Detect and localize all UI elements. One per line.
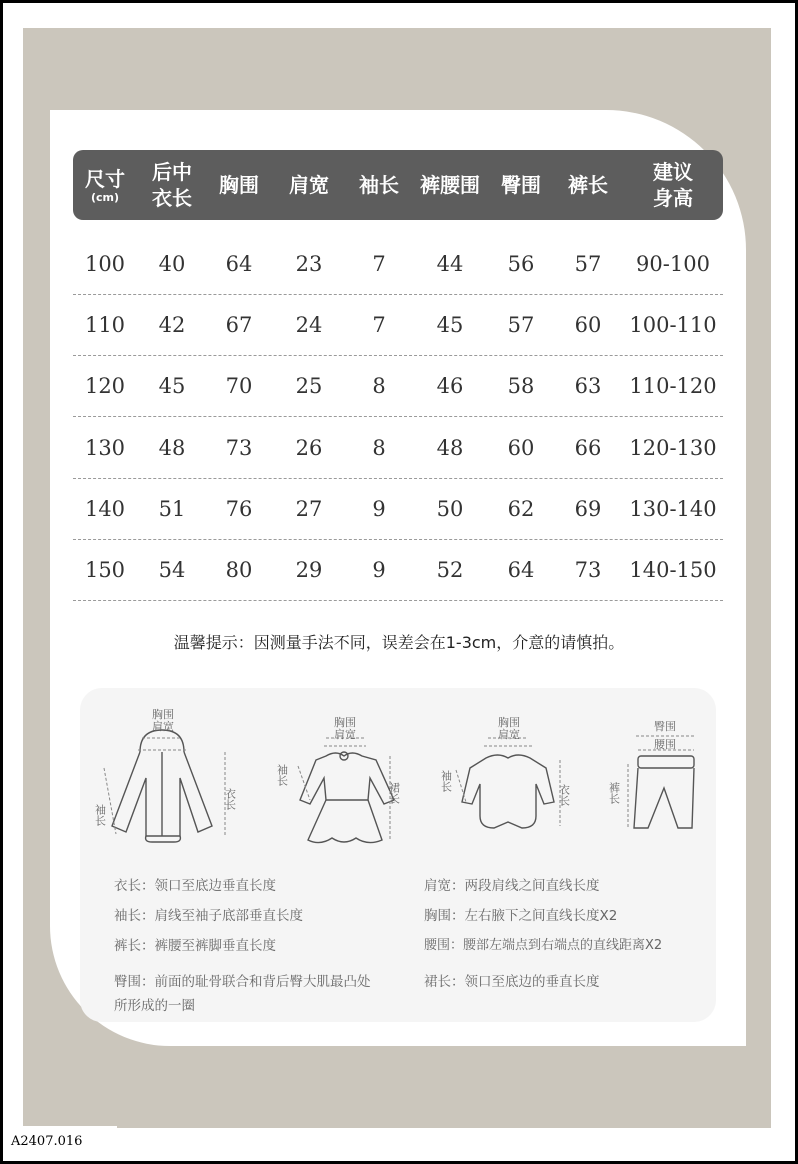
cell-shoulder: 25 — [295, 374, 323, 398]
dress-length-label: 裙长 — [387, 782, 401, 804]
cell-size: 150 — [84, 558, 126, 582]
dress-chest-label: 胸围 — [334, 716, 356, 729]
cell-pants-length: 66 — [574, 436, 602, 460]
header-sleeve — [347, 150, 411, 220]
cell-back-length: 40 — [158, 252, 186, 276]
definition-skirt-length — [424, 970, 600, 994]
table-header — [73, 150, 723, 220]
header-size — [73, 150, 137, 220]
cell-hip: 62 — [507, 497, 535, 521]
cell-sleeve: 8 — [372, 436, 386, 460]
header-pants-waist-label: 裤腰围 — [420, 173, 480, 197]
def-desc: 肩线至袖子底部垂直长度 — [154, 908, 303, 924]
cell-height: 140-150 — [629, 558, 717, 582]
definition-chest — [424, 904, 617, 928]
cell-hip: 60 — [507, 436, 535, 460]
cell-height: 120-130 — [629, 436, 717, 460]
def-desc: 裤腰至裤脚垂直长度 — [154, 938, 276, 954]
cell-chest: 64 — [225, 252, 253, 276]
table-row — [73, 418, 723, 479]
cell-height: 100-110 — [629, 313, 717, 337]
romper-sleeve-label: 袖长 — [439, 770, 453, 792]
header-height-l1: 建议 — [653, 160, 693, 184]
header-chest — [207, 150, 271, 220]
def-term: 裙长： — [424, 974, 465, 990]
cell-pants-waist: 44 — [436, 252, 464, 276]
dress-shoulder-label: 肩宽 — [334, 728, 356, 741]
cell-sleeve: 7 — [372, 313, 386, 337]
dress-sleeve-label: 袖长 — [275, 764, 289, 786]
cell-hip: 56 — [507, 252, 535, 276]
cell-sleeve: 8 — [372, 374, 386, 398]
cell-chest: 70 — [225, 374, 253, 398]
def-term: 衣长： — [114, 878, 155, 894]
cell-pants-length: 60 — [574, 313, 602, 337]
pants-illustration — [608, 716, 708, 846]
cell-shoulder: 23 — [295, 252, 323, 276]
header-pants-length-label: 裤长 — [568, 173, 608, 197]
jacket-shoulder-label: 肩宽 — [152, 720, 174, 733]
measurement-tip: 温馨提示：因测量手法不同，误差会在1-3cm，介意的请慎拍。 — [173, 633, 625, 652]
def-desc-cont: 所形成的一圈 — [114, 998, 195, 1014]
cell-pants-waist: 45 — [436, 313, 464, 337]
jacket-length-label: 衣长 — [223, 788, 237, 810]
def-term: 裤长： — [114, 938, 155, 954]
def-desc: 左右腋下之间直线长度X2 — [464, 908, 618, 924]
header-shoulder — [271, 150, 347, 220]
romper-illustration — [439, 716, 592, 848]
cell-back-length: 42 — [158, 313, 186, 337]
cell-height: 130-140 — [629, 497, 717, 521]
cell-size: 140 — [84, 497, 126, 521]
cell-pants-waist: 46 — [436, 374, 464, 398]
header-sleeve-label: 袖长 — [359, 173, 399, 197]
cell-chest: 67 — [225, 313, 253, 337]
def-desc: 两段肩线之间直线长度 — [464, 878, 600, 894]
definition-hip — [114, 970, 371, 1018]
romper-shoulder-label: 肩宽 — [498, 728, 520, 741]
header-back-length-l1: 后中 — [152, 160, 192, 184]
cell-back-length: 51 — [158, 497, 186, 521]
table-row — [73, 540, 723, 601]
table-row — [73, 295, 723, 356]
cell-shoulder: 29 — [295, 558, 323, 582]
header-hip — [489, 150, 553, 220]
definition-sleeve-length — [114, 904, 303, 928]
dress-illustration — [276, 716, 426, 856]
cell-back-length: 48 — [158, 436, 186, 460]
cell-size: 120 — [84, 374, 126, 398]
definition-garment-length — [114, 874, 276, 898]
cell-size: 130 — [84, 436, 126, 460]
header-pants-length — [553, 150, 623, 220]
cell-hip: 64 — [507, 558, 535, 582]
def-term: 袖长： — [114, 908, 155, 924]
cell-back-length: 54 — [158, 558, 186, 582]
definition-pants-length — [114, 934, 276, 958]
pants-waist-label: 腰围 — [654, 738, 676, 751]
cell-pants-length: 69 — [574, 497, 602, 521]
header-size-unit: (cm) — [90, 191, 120, 204]
header-height — [623, 150, 723, 220]
def-desc: 领口至底边垂直长度 — [154, 878, 276, 894]
header-back-length-l2: 衣长 — [152, 186, 192, 210]
cell-hip: 57 — [507, 313, 535, 337]
table-row — [73, 356, 723, 417]
jacket-sleeve-label: 袖长 — [93, 804, 107, 826]
cell-height: 90-100 — [636, 252, 710, 276]
def-desc: 腰部左端点到右端点的直线距离X2 — [463, 938, 663, 953]
pants-length-label: 裤长 — [607, 782, 621, 804]
def-desc: 前面的耻骨联合和背后臀大肌最凸处 — [154, 974, 371, 990]
cell-sleeve: 7 — [372, 252, 386, 276]
pants-hip-label: 臀围 — [654, 720, 676, 733]
header-pants-waist — [411, 150, 489, 220]
def-term: 肩宽： — [424, 878, 465, 894]
header-chest-label: 胸围 — [219, 173, 259, 197]
header-height-l2: 身高 — [653, 186, 693, 210]
cell-height: 110-120 — [629, 374, 717, 398]
def-desc: 领口至底边的垂直长度 — [464, 974, 600, 990]
jacket-illustration — [93, 708, 250, 853]
definition-shoulder — [424, 874, 600, 898]
cell-sleeve: 9 — [372, 497, 386, 521]
cell-chest: 76 — [225, 497, 253, 521]
header-back-length — [137, 150, 207, 220]
cell-pants-waist: 50 — [436, 497, 464, 521]
cell-pants-waist: 48 — [436, 436, 464, 460]
product-code: A2407.016 — [3, 1126, 117, 1156]
table-row — [73, 479, 723, 540]
cell-pants-waist: 52 — [436, 558, 464, 582]
cell-back-length: 45 — [158, 374, 186, 398]
header-size-label: 尺寸 — [85, 167, 125, 191]
def-term: 腰围： — [424, 938, 464, 953]
jacket-chest-label: 胸围 — [152, 708, 174, 721]
romper-length-label: 衣长 — [557, 784, 571, 806]
measurement-guide — [80, 688, 716, 1022]
cell-shoulder: 27 — [295, 497, 323, 521]
cell-pants-length: 57 — [574, 252, 602, 276]
definition-waist — [424, 934, 662, 958]
cell-hip: 58 — [507, 374, 535, 398]
cell-size: 100 — [84, 252, 126, 276]
cell-size: 110 — [84, 313, 126, 337]
cell-sleeve: 9 — [372, 558, 386, 582]
romper-chest-label: 胸围 — [498, 716, 520, 729]
cell-pants-length: 73 — [574, 558, 602, 582]
cell-chest: 73 — [225, 436, 253, 460]
cell-pants-length: 63 — [574, 374, 602, 398]
table-row — [73, 234, 723, 295]
cell-shoulder: 24 — [295, 313, 323, 337]
cell-chest: 80 — [225, 558, 253, 582]
def-term: 臀围： — [114, 974, 155, 990]
def-term: 胸围： — [424, 908, 465, 924]
cell-shoulder: 26 — [295, 436, 323, 460]
header-shoulder-label: 肩宽 — [289, 173, 329, 197]
header-hip-label: 臀围 — [501, 173, 541, 197]
